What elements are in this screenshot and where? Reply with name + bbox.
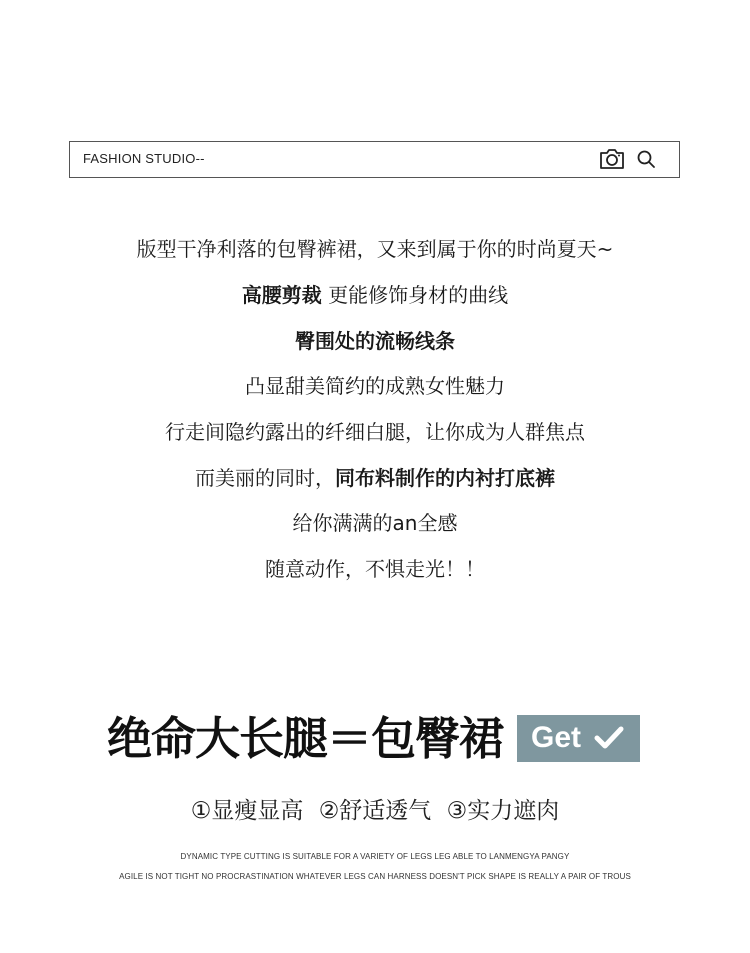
description-line-3-bold: 臀围处的流畅线条: [295, 329, 455, 353]
description-line-6-bold: 同布料制作的内衬打底裤: [335, 466, 555, 490]
feature-item-3: ③实力遮肉: [446, 798, 560, 824]
search-icon[interactable]: [636, 149, 656, 169]
feature-list: [0, 796, 750, 826]
description-line-2-rest: 更能修饰身材的曲线: [321, 283, 509, 307]
description-line-7: 给你满满的an全感: [292, 511, 458, 535]
description-line-5: 行走间隐约露出的纤细白腿，让你成为人群焦点: [165, 420, 585, 444]
description-line-2-bold: 高腰剪裁: [241, 283, 322, 307]
search-bar[interactable]: [69, 141, 680, 178]
tagline-line-2: AGILE IS NOT TIGHT NO PROCRASTINATION WHATEVER LEGS CAN HARNESS DOESN'T PICK SHAPE IS REALLY A PAIR OF TROUS: [119, 872, 631, 881]
feature-item-2: ②舒适透气: [318, 798, 432, 824]
description-line-2: [0, 283, 750, 307]
description-line-1: 版型干净利落的包臀裤裙，又来到属于你的时尚夏天~: [136, 237, 614, 261]
tagline-line-1: DYNAMIC TYPE CUTTING IS SUITABLE FOR A VARIETY OF LEGS LEG ABLE TO LANMENGYA PANGY: [180, 852, 570, 861]
get-badge-text: Get: [531, 721, 582, 754]
description-line-6: [0, 466, 750, 490]
camera-icon[interactable]: [598, 146, 626, 172]
check-icon: [593, 724, 625, 752]
get-badge: [517, 715, 640, 762]
description-line-4: 凸显甜美简约的成熟女性魅力: [245, 374, 505, 398]
description-line-3: [0, 329, 750, 353]
feature-item-1: ①显瘦显高: [190, 798, 304, 824]
headline: 绝命大长腿＝包臀裙: [107, 712, 504, 765]
description-line-6-plain: 而美丽的同时，: [195, 466, 335, 490]
description-line-8: 随意动作，不惧走光！！: [265, 557, 485, 581]
search-bar-text: FASHION STUDIO--: [83, 151, 205, 166]
